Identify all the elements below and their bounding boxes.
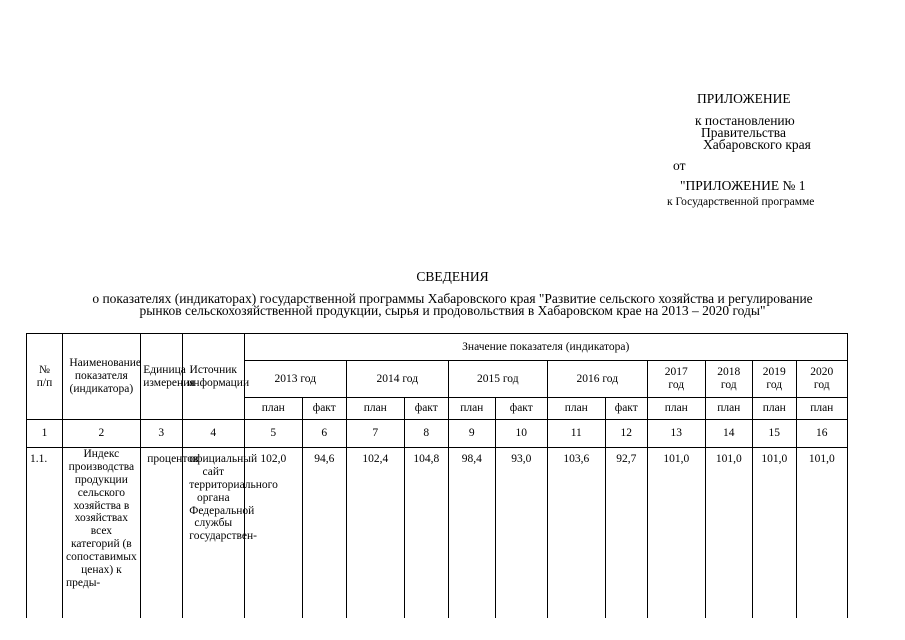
plan-label: план xyxy=(647,398,705,420)
value-cell: 92,7 xyxy=(605,448,647,618)
document-heading: СВЕДЕНИЯ xyxy=(416,269,489,284)
document-subtitle-line-1: о показателях (индикаторах) государственной программы Хабаровского края "Развитие сельского хозяйства и регулирование xyxy=(92,291,813,306)
plan-label: план xyxy=(547,398,605,420)
value-cell: 102,0 xyxy=(244,448,302,618)
column-number: 15 xyxy=(752,420,796,448)
column-number: 16 xyxy=(796,420,847,448)
to-program-label: к Государственной программе xyxy=(667,196,815,208)
header-num: № п/п xyxy=(27,334,63,420)
column-number: 4 xyxy=(182,420,244,448)
plan-label: план xyxy=(244,398,302,420)
document-subtitle-line-2: рынков сельскохозяйственной продукции, сырья и продовольствия в Хабаровском крае на 2013 – 2020 годы" xyxy=(139,303,766,318)
year-2013: 2013 год xyxy=(244,361,346,398)
header-value: Значение показателя (индикатора) xyxy=(244,334,847,361)
appendix-1-label: "ПРИЛОЖЕНИЕ № 1 xyxy=(680,178,806,193)
value-cell: 98,4 xyxy=(448,448,495,618)
plan-label: план xyxy=(448,398,495,420)
appendix-label: ПРИЛОЖЕНИЕ xyxy=(697,91,791,106)
value-cell: 93,0 xyxy=(495,448,547,618)
fact-label: факт xyxy=(302,398,346,420)
year-2019: 2019 год xyxy=(752,361,796,398)
plan-label: план xyxy=(705,398,752,420)
value-cell: 104,8 xyxy=(404,448,448,618)
row-name: Индекс производства продукции сельского хозяйства в хозяйствах всех категорий (в сопоставимых ценах) к преды- xyxy=(63,448,141,618)
year-2017: 2017 год xyxy=(647,361,705,398)
indicators-table xyxy=(26,333,848,618)
column-number: 9 xyxy=(448,420,495,448)
value-cell: 101,0 xyxy=(752,448,796,618)
region-label: Хабаровского края xyxy=(703,137,811,152)
from-label: от xyxy=(673,158,686,173)
year-2020: 2020 год xyxy=(796,361,847,398)
header-unit: Единица измерения xyxy=(140,334,182,420)
value-cell: 94,6 xyxy=(302,448,346,618)
year-2018: 2018 год xyxy=(705,361,752,398)
row-num: 1.1. xyxy=(27,448,63,618)
fact-label: факт xyxy=(404,398,448,420)
table-row xyxy=(27,448,848,618)
fact-label: факт xyxy=(605,398,647,420)
row-unit: процентов xyxy=(140,448,182,618)
column-number: 6 xyxy=(302,420,346,448)
column-number: 3 xyxy=(140,420,182,448)
column-number: 12 xyxy=(605,420,647,448)
column-number: 5 xyxy=(244,420,302,448)
value-cell: 101,0 xyxy=(796,448,847,618)
value-cell: 103,6 xyxy=(547,448,605,618)
column-number: 11 xyxy=(547,420,605,448)
column-number: 8 xyxy=(404,420,448,448)
year-2016: 2016 год xyxy=(547,361,647,398)
value-cell: 102,4 xyxy=(346,448,404,618)
header-name: Наименование показателя (индикатора) xyxy=(63,334,141,420)
value-cell: 101,0 xyxy=(647,448,705,618)
row-source: официальный сайт территориального органа Федеральной службы государствен- xyxy=(182,448,244,618)
year-2015: 2015 год xyxy=(448,361,547,398)
plan-label: план xyxy=(752,398,796,420)
government-label: Правительства xyxy=(701,125,786,140)
column-number: 1 xyxy=(27,420,63,448)
column-number: 10 xyxy=(495,420,547,448)
numbering-row xyxy=(27,420,848,448)
to-resolution-label: к постановлению xyxy=(695,113,795,128)
column-number: 2 xyxy=(63,420,141,448)
plan-label: план xyxy=(346,398,404,420)
header-source: Источник информации xyxy=(182,334,244,420)
year-2014: 2014 год xyxy=(346,361,448,398)
plan-label: план xyxy=(796,398,847,420)
fact-label: факт xyxy=(495,398,547,420)
column-number: 14 xyxy=(705,420,752,448)
value-cell: 101,0 xyxy=(705,448,752,618)
column-number: 7 xyxy=(346,420,404,448)
column-number: 13 xyxy=(647,420,705,448)
